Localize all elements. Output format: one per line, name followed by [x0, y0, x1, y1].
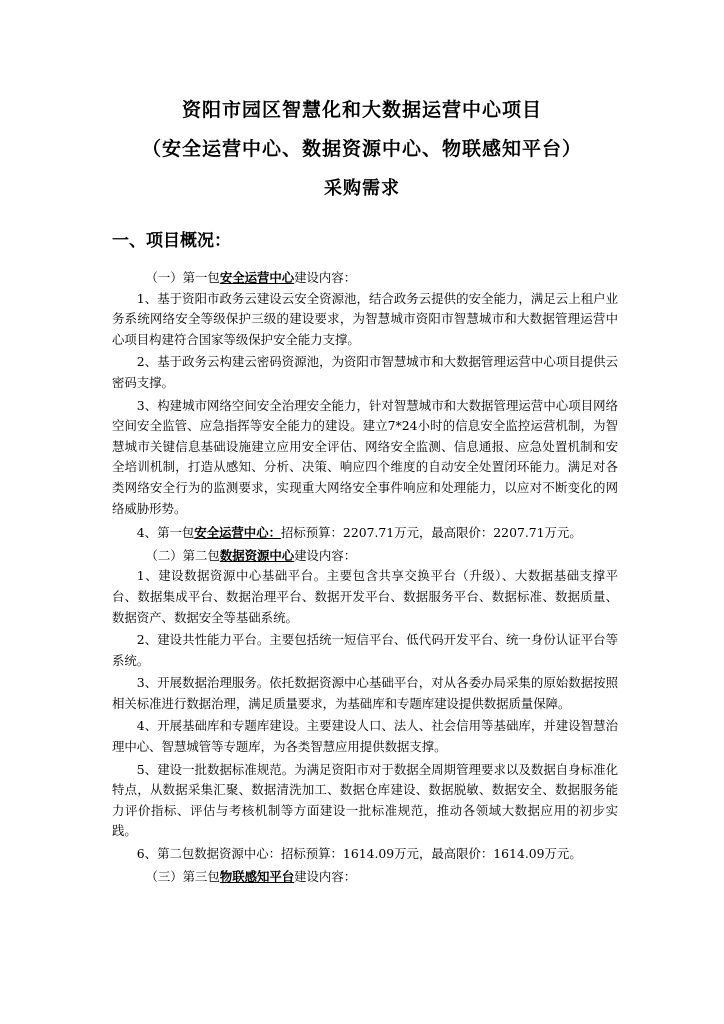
package2-name: 数据资源中心: [219, 547, 295, 563]
package2-item-4: 4、开展基础库和专题库建设。主要建设人口、法人、社会信用等基础库，并建设智慧治理中心、智慧城管等专题库，为各类智慧应用提供数据支撑。: [112, 718, 618, 755]
package3-intro-suffix: 建设内容：: [294, 868, 357, 884]
document-body: [112, 268, 618, 887]
package1-intro: [112, 268, 618, 289]
package1-budget-prefix: 4、第一包: [136, 525, 195, 541]
package2-item-5: 5、建设一批数据标准规范。为满足资阳市对于数据全周期管理要求以及数据自身标准化特点，从数据采集汇聚、数据清洗加工、数据仓库建设、数据脱敏、数据安全、数据服务能力评价指标、评估与考核机制等方面建设一批标准规范，推动各领域大数据应用的初步实践。: [112, 761, 618, 839]
package2-item-1: 1、建设数据资源中心基础平台。主要包含共享交换平台（升级）、大数据基础支撑平台、数据集成平台、数据治理平台、数据开发平台、数据服务平台、数据标准、数据质量、数据资产、数据安全等基础系统。: [112, 568, 618, 625]
package1-item-2: 2、基于政务云构建云密码资源池，为资阳市智慧城市和大数据管理运营中心项目提供云密码支撑。: [112, 354, 618, 390]
document-subtitle: （安全运营中心、数据资源中心、物联感知平台）: [141, 138, 582, 160]
package1-item-3: 3、构建城市网络空间安全治理安全能力，针对智慧城市和大数据管理运营中心项目网络空间安全监管、应急指挥等安全能力的建设。建立7*24小时的信息安全监控运营机制，为智慧城市关键信息基础设施建立应用安全评估、网络安全监测、信息通报、应急处置机制和安全培训机制，打造从感知、分析、决策、响应四个维度的自动安全处置闭环能力。满足对各类网络安全行为的监测要求，实现重大网络安全事件响应和处理能力，以应对不断变化的网络威胁形势。: [112, 397, 618, 516]
package1-budget: [112, 523, 618, 544]
package2-intro-prefix: （二）第二包: [145, 547, 220, 563]
package1-budget-text: 招标预算：2207.71万元，最高限价：2207.71万元。: [280, 525, 582, 541]
section-heading-overview: 一、项目概况：: [112, 231, 231, 251]
package1-intro-suffix: 建设内容：: [294, 270, 357, 285]
package1-item-1: 1、基于资阳市政务云建设云安全资源池，结合政务云提供的安全能力，满足云上租户业务系统网络安全等级保护三级的建设要求，为智慧城市资阳市智慧城市和大数据管理运营中心项目构建符合国家等级保护安全能力支撑。: [112, 290, 618, 347]
package2-budget: 6、第二包数据资源中心：招标预算：1614.09万元，最高限价：1614.09万元。: [136, 846, 582, 862]
package3-intro: [112, 867, 618, 888]
package2-intro: [112, 546, 618, 567]
package1-intro-prefix: （一）第一包: [145, 270, 220, 285]
package1-name: 安全运营中心: [219, 270, 295, 285]
document-type-heading: 采购需求: [324, 178, 400, 199]
document-title: 资阳市园区智慧化和大数据运营中心项目: [181, 99, 542, 121]
package3-name: 物联感知平台: [219, 868, 295, 884]
package2-item-3: 3、开展数据治理服务。依托数据资源中心基础平台，对从各委办局采集的原始数据按照相关标准进行数据治理，满足质量要求，为基础库和专题库建设提供数据质量保障。: [112, 675, 618, 711]
package1-budget-name: 安全运营中心：: [194, 525, 281, 541]
package3-intro-prefix: （三）第三包: [145, 868, 220, 884]
package2-intro-suffix: 建设内容：: [294, 547, 357, 563]
package2-item-2: 2、建设共性能力平台。主要包括统一短信平台、低代码开发平台、统一身份认证平台等系统。: [112, 632, 618, 668]
